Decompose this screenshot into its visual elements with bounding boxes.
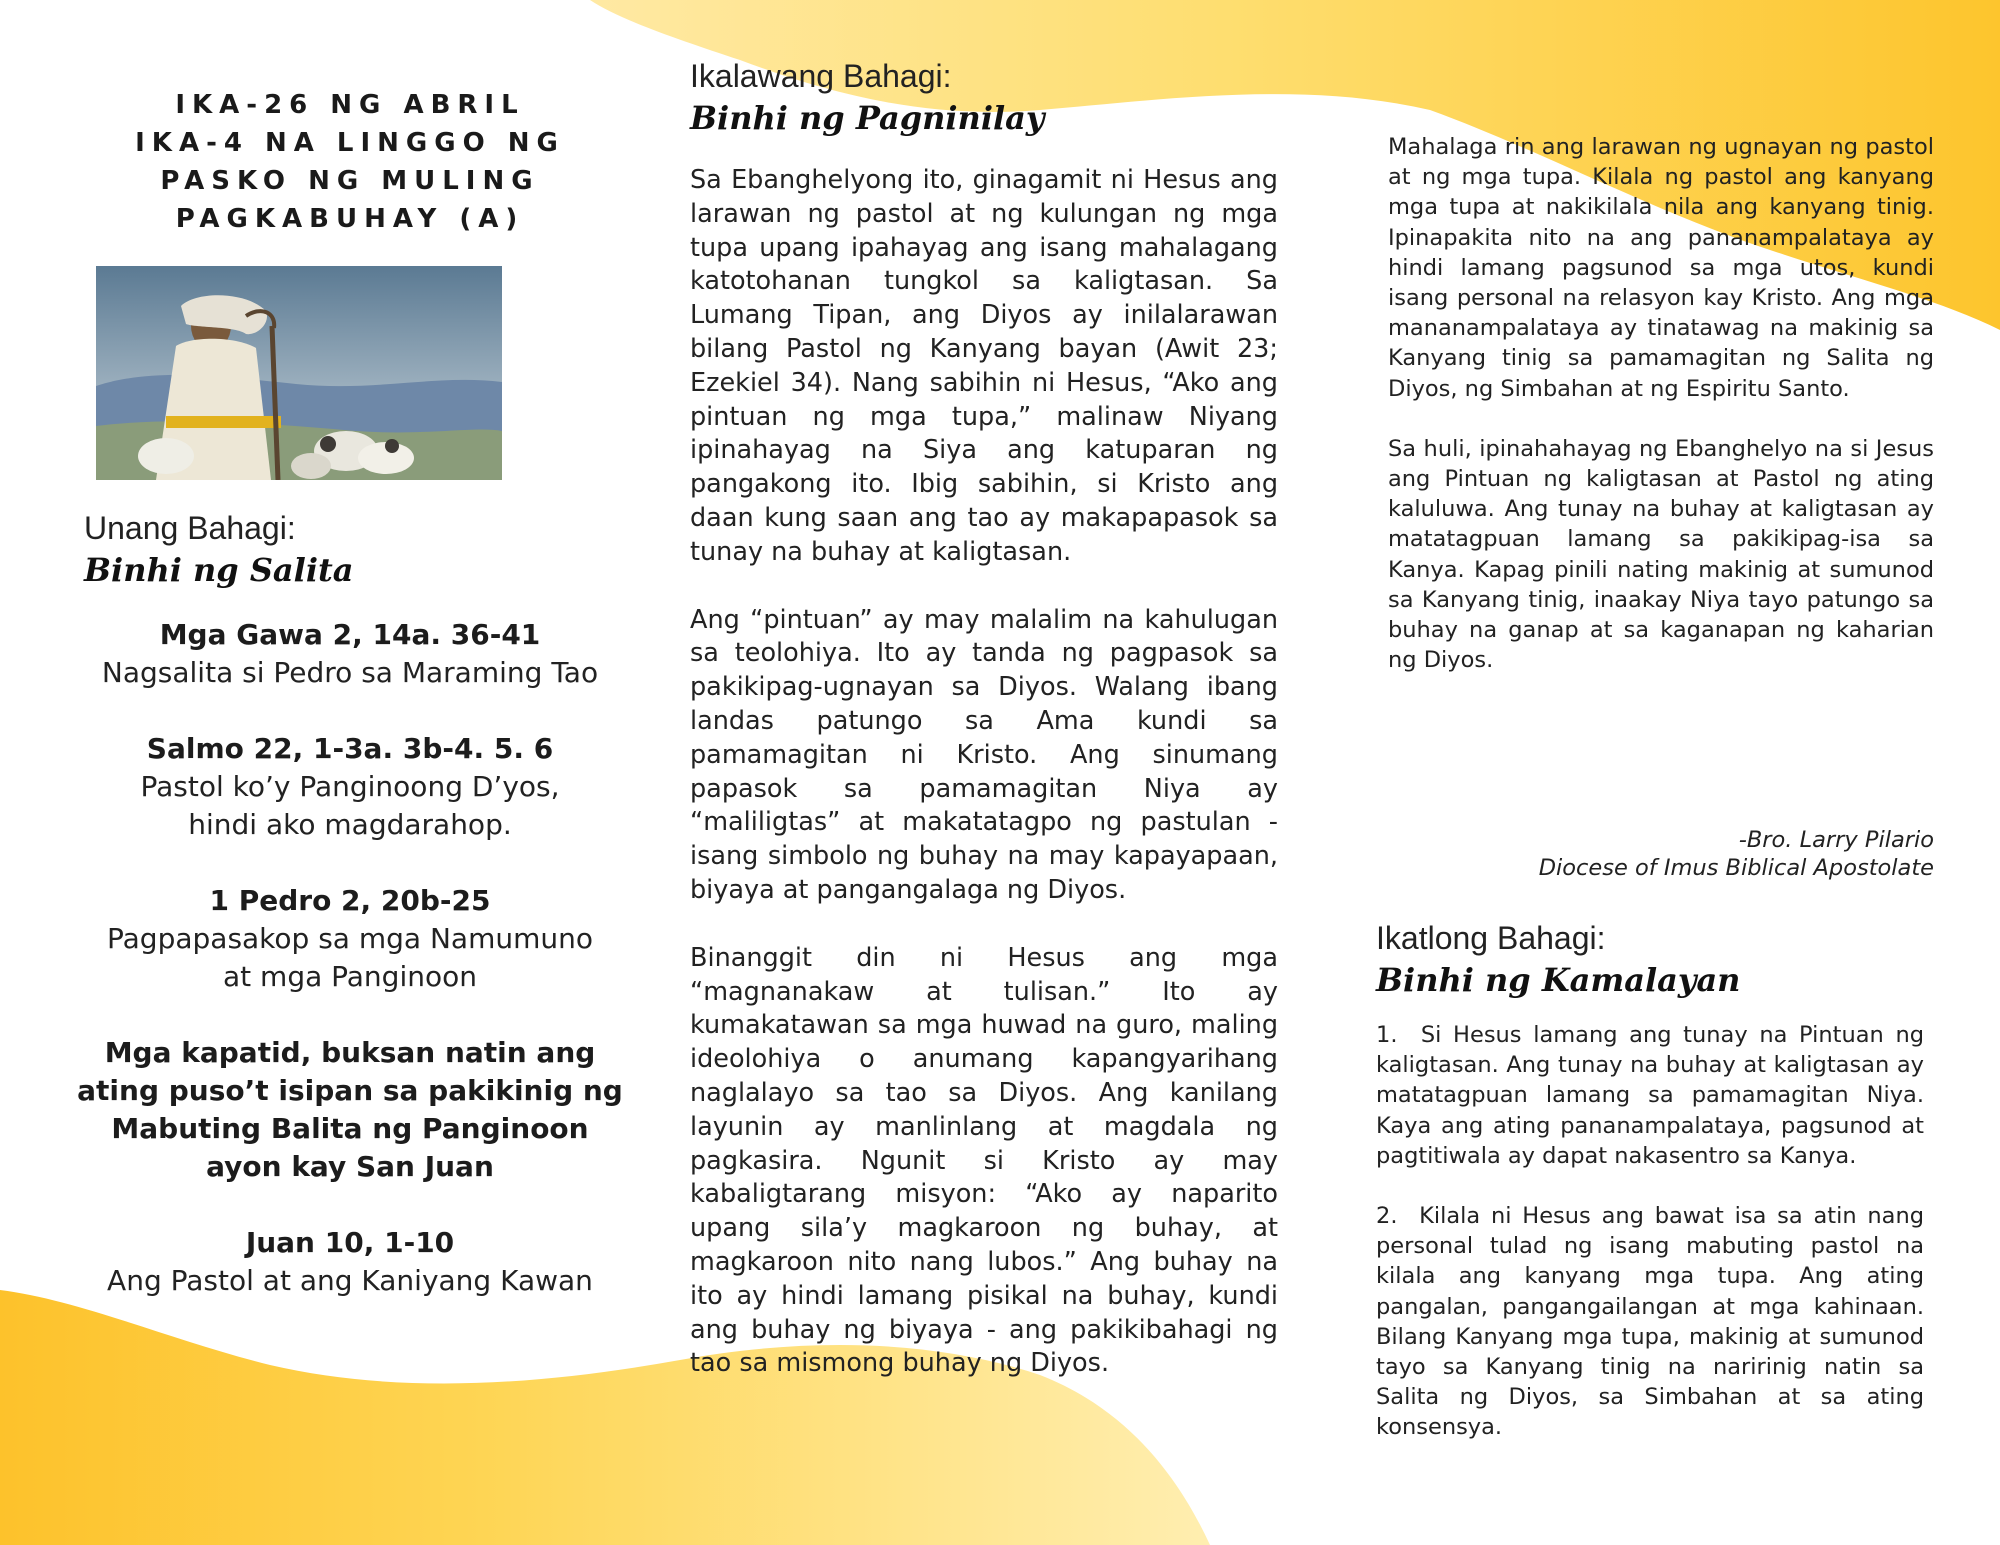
reading-item: [70, 616, 630, 692]
part3-label: Ikatlong Bahagi:: [1376, 920, 1606, 956]
date-line: PASKO NG MULING: [160, 166, 540, 196]
reading-desc: Pastol ko’y Panginoong D’yos, hindi ako magdarahop.: [140, 770, 560, 841]
part3-heading: [1376, 918, 1740, 1002]
date-line: PAGKABUHAY (A): [175, 204, 525, 234]
gospel-desc: Ang Pastol at ang Kaniyang Kawan: [107, 1264, 593, 1297]
part2-heading: [690, 56, 1044, 140]
part1-title: Binhi ng Salita: [84, 551, 354, 589]
reading-ref: 1 Pedro 2, 20b-25: [209, 884, 491, 917]
awareness-point: 1. Si Hesus lamang ang tunay na Pintuan ng kaligtasan. Ang tunay na buhay at kaligtasan ay matatagpuan lamang sa pamamagitan Niya. Kaya ang ating pananampalataya, pagsunod at pagtitiwala ay dapat nakasentro sa Kanya.: [1376, 1022, 1932, 1169]
reflection-paragraph: Sa Ebanghelyong ito, ginagamit ni Hesus ang larawan ng pastol at ng kulungan ng mga tupa upang ipahayag ang isang mahalagang katotohanan tungkol sa kaligtasan. Sa Lumang Tipan, ang Diyos ay inilalarawan bilang Pastol ng Kanyang bayan (Awit 23; Ezekiel 34). Nang sabihin ni Hesus, “Ako ang pintuan ng mga tupa,” malinaw Niyang ipinahayag na Siya ang katuparan ng pangakong ito. Ibig sabihin, si Kristo ang daan kung saan ang tao ay makapapasok sa tunay na buhay at kaligtasan.: [690, 165, 1278, 567]
gospel-reading: [70, 1224, 630, 1300]
reflection-continued: [1388, 132, 1934, 705]
readings-list: [70, 616, 630, 1338]
date-header: [95, 86, 605, 238]
date-line: IKA-26 NG ABRIL: [175, 90, 525, 120]
reflection-paragraph: Sa huli, ipinahahayag ng Ebanghelyo na si Jesus ang Pintuan ng kaligtasan at Pastol ng ating kaluluwa. Ang tunay na buhay at kaligtasan ay matatagpuan lamang sa pakikipag-isa sa Kanya. Kapag pinili nating makinig at sumunod sa Kanyang tinig, inaakay Niya tayo patungo sa buhay na ganap at sa kaganapan ng kaharian ng Diyos.: [1388, 435, 1934, 674]
reflection-body: [690, 164, 1278, 1415]
author-name: -Bro. Larry Pilario: [1738, 827, 1934, 853]
reading-desc: Nagsalita si Pedro sa Maraming Tao: [101, 656, 599, 689]
part1-label: Unang Bahagi:: [84, 510, 296, 546]
reading-item: [70, 882, 630, 996]
reading-item: [70, 730, 630, 844]
awareness-point: 2. Kilala ni Hesus ang bawat isa sa atin nang personal tulad ng isang mabuting pastol na kilala ang kanyang mga tupa. Ang ating pangalan, pangangailangan at mga kahinaan. Bilang Kanyang mga tupa, makinig at sumunod tayo sa Kanyang tinig na naririnig natin sa Salita ng Diyos, sa Simbahan at sa ating konsensya.: [1376, 1203, 1932, 1441]
reflection-paragraph: Ang “pintuan” ay may malalim na kahulugan sa teolohiya. Ito ay tanda ng pagpasok sa pakikipag-ugnayan sa Diyos. Walang ibang landas patungo sa Ama kundi sa pamamagitan ni Kristo. Ang sinumang papasok sa pamamagitan Niya ay “maliligtas” at makatatagpo ng pastulan - isang simbolo ng buhay na may kapayapaan, biyaya at pangangalaga ng Diyos.: [690, 604, 1278, 905]
awareness-points: [1376, 1020, 1932, 1473]
date-line: IKA-4 NA LINGGO NG: [135, 128, 565, 158]
gospel-invitation: Mga kapatid, buksan natin ang ating puso’t isipan sa pakikinig ng Mabuting Balita ng Panginoon ayon kay San Juan: [77, 1036, 623, 1183]
reflection-paragraph: Mahalaga rin ang larawan ng ugnayan ng pastol at ng mga tupa. Kilala ng pastol ang kanyang mga tupa at nakikilala nila ang kanyang tinig. Ipinapakita nito na ang pananampalataya ay hindi lamang pagsunod sa mga utos, kundi isang personal na relasyon kay Kristo. Ang mga mananampalataya ay tinatawag na makinig sa Kanyang tinig sa pamamagitan ng Salita ng Diyos, ng Simbahan at ng Espiritu Santo.: [1388, 134, 1934, 402]
reading-ref: Mga Gawa 2, 14a. 36-41: [159, 618, 541, 651]
reading-desc: Pagpapasakop sa mga Namumuno at mga Panginoon: [107, 922, 593, 993]
part1-heading: [84, 508, 353, 592]
reflection-paragraph: Binanggit din ni Hesus ang mga “magnanakaw at tulisan.” Ito ay kumakatawan sa mga huwad na guro, maling ideolohiya o anumang kapangyarihang naglalayo sa tao sa Diyos. Ang kanilang layunin ay manlinlang at magdala ng pagkasira. Ngunit si Kristo ay may kabaligtarang misyon: “Ako ay naparito upang sila’y magkaroon ng buhay, at magkaroon nito nang lubos.” Ang buhay na ito ay hindi lamang pisikal na buhay, kundi ang buhay ng biyaya - ang pakikibahagi ng tao sa mismong buhay ng Diyos.: [690, 942, 1278, 1379]
author-organization: Diocese of Imus Biblical Apostolate: [1538, 855, 1934, 881]
part2-label: Ikalawang Bahagi:: [690, 58, 952, 94]
reading-ref: Salmo 22, 1-3a. 3b-4. 5. 6: [146, 732, 554, 765]
part3-title: Binhi ng Kamalayan: [1376, 961, 1741, 999]
author-signature: [1388, 826, 1934, 882]
good-shepherd-image: [96, 266, 502, 480]
gospel-ref: Juan 10, 1-10: [245, 1226, 455, 1259]
part2-title: Binhi ng Pagninilay: [690, 99, 1045, 137]
